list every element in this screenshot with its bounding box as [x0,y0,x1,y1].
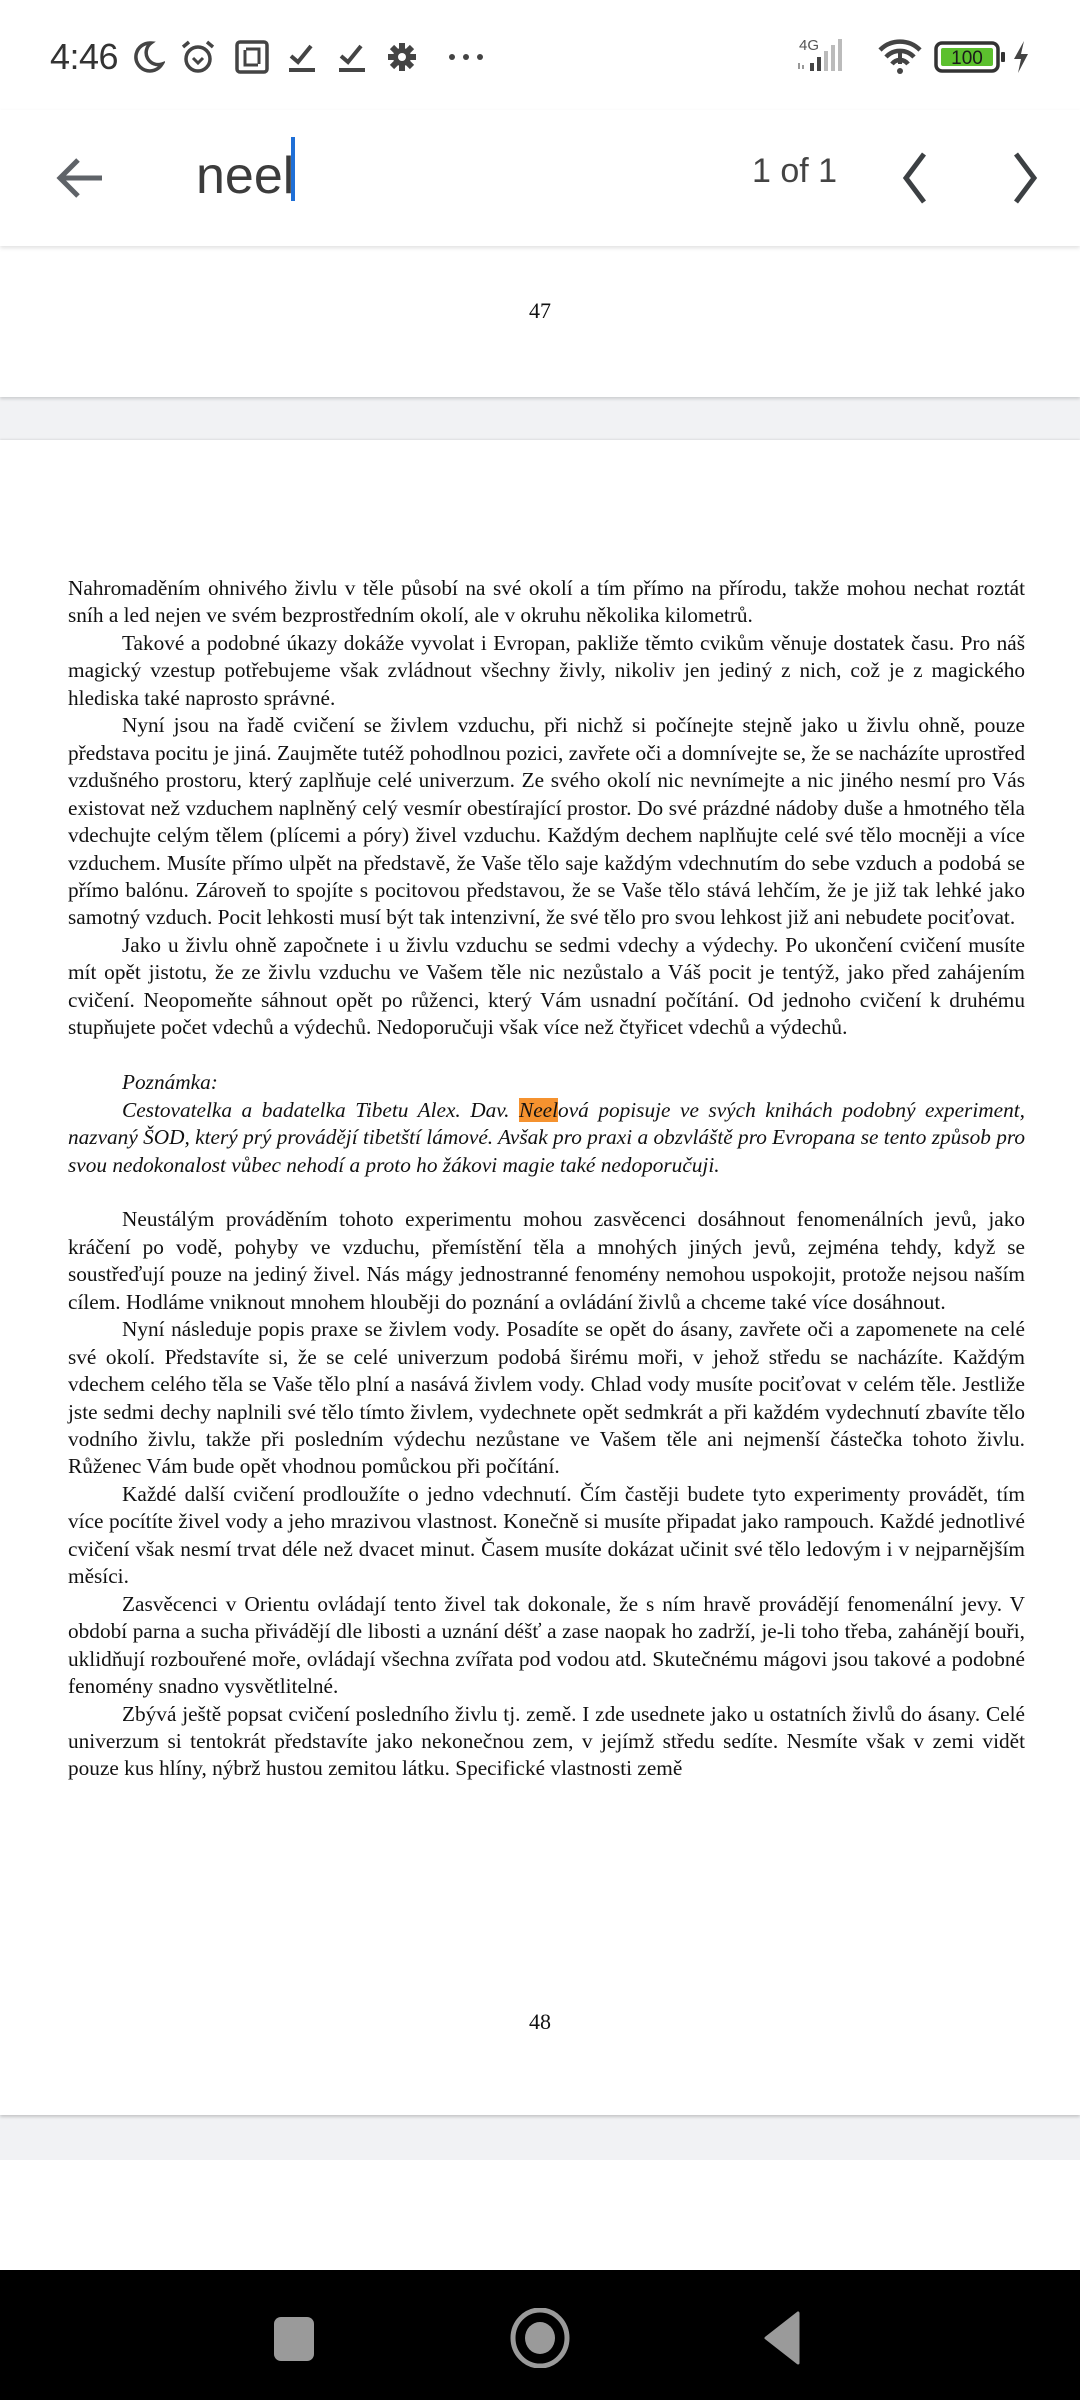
note-text-after: ová popisuje ve svých knihách podobný experiment, nazvaný ŠOD, který prý provádějí tibetští lámové. Avšak pro praxi a obzvláště pro Evropana se tento způsob pro svou nedokonalost vůbec nehodí a proto ho žákovi magie také nedoporučuji. [68,1097,1025,1177]
download-done-icon [336,40,368,74]
paragraph: Neustálým prováděním tohoto experimentu mohou zasvěcenci dosáhnout fenomenálních jevů, jako kráčení po vodě, pohyby ve vzduchu, přemístění těla a mnohých jiných jevů, zejména tehdy, když se soustřeďují pouze na jediný živel. Nás mágy jednostranné fenomény nemohou uspokojit, protože nejsou naším cílem. Hodláme vniknout mnohem hlouběji do poznání a ovládání živlů a chceme také více dosáhnout. [68,1207,1025,1314]
paragraph: Nahromaděním ohnivého živlu v těle působí na své okolí a tím přímo na přírodu, takže mohou nechat roztát sníh a led nejen ve svém bezprostředním okolí, ale v okruhu několika kilometrů. [68,576,1025,628]
page-49 [0,2160,1080,2270]
download-done-icon [286,40,318,74]
charging-icon [1010,40,1032,74]
back-button[interactable] [52,148,112,208]
note-paragraph [68,1097,1025,1179]
network-type: 4G [799,37,820,54]
text-cursor [291,137,295,201]
chevron-left-icon [886,146,946,210]
paragraph: Zbývá ještě popsat cvičení posledního živlu tj. země. I zde usednete jako u ostatních živlů do ásany. Celé univerzum si tentokrát představíte jako nekonečnou zem, v jejímž středu sedíte. Nesmíte však v zemi vidět pouze kus hlíny, nýbrž hustou zemitou látku. Specifické vlastnosti země [68,1701,1025,1781]
more-dots-icon [446,40,486,74]
search-input[interactable] [196,132,696,220]
triangle-back-icon [752,2308,812,2368]
nfc-icon [234,40,270,74]
status-time: 4:46 [50,36,119,77]
paragraph: Zasvěcenci v Orientu ovládají tento živel tak dokonale, že s ním hravě provádějí fenomenální jevy. V období parna a sucha přivádějí dle libosti a uznání déšť a zase naopak ho zadrží, je-li toho třeba, zahánějí bouři, uklidňují rozbouřené moře, ovládají všechna zvířata pod vodou atd. Skutečnému mágovi jsou takové a podobné fenomény snadno vysvětlitelné. [68,1591,1025,1699]
find-in-document-bar [0,110,1080,246]
page-number: 47 [529,298,551,323]
arrow-left-icon [52,148,112,208]
alarm-icon [178,40,218,74]
gear-icon [386,40,418,74]
match-count: 1 of 1 [752,152,838,190]
circle-icon [510,2308,570,2368]
moon-icon [130,40,166,74]
page-body [68,575,1025,1783]
paragraph: Nyní jsou na řadě cvičení se živlem vzduchu, při nichž si počínejte stejně jako u živlu ohně, pouze představa pocitu je jiná. Zaujměte tutéž pohodlnou pozici, zavřete oči a domnívejte se, že se nacházíte uprostřed vzdušného prostoru, který zaplňuje celé univerzum. Ze svého okolí nic nevnímejte a nic jiného nesmí pro Vás existovat než vzduchem naplněný celý vesmír obestírající prostor. Do své prázdné nádoby duše a hmotného těla vdechujte celým tělem (plícemi a póry) živel vzduchu. Každým dechem naplňujte celé své tělo mocněji a více vzduchem. Musíte přímo ulpět na představě, že Vaše tělo saje každým vdechnutím do sebe vzduch a podobá se přímo balónu. Zároveň to spojíte s pocitovou představou, že se Vaše tělo stává lehčím, že je již tak lehké jako samotný vzduch. Pocit lehkosti musí být tak intenzivní, že své tělo pro svou lehkost již ani nebudete pociťovat. [68,713,1025,930]
previous-match-button[interactable] [886,146,946,210]
note-label: Poznámka: [122,1070,218,1095]
chevron-right-icon [996,146,1056,210]
next-match-button[interactable] [996,146,1056,210]
battery-level: 100 [951,48,983,69]
paragraph: Takové a podobné úkazy dokáže vyvolat i Evropan, pakliže těmto cvikům věnuje dostatek času. Pro náš magický vzestup potřebujeme však zvládnout všechny živly, nikoliv jen jediný z nich, což je z magického hlediska také naprosto správné. [68,630,1025,710]
page-number: 48 [529,2009,551,2034]
back-nav-button[interactable] [752,2308,812,2368]
home-button[interactable] [510,2308,570,2368]
search-match-highlight: Neel [519,1097,559,1122]
paragraph: Nyní následuje popis praxe se živlem vody. Posadíte se opět do ásany, zavřete oči a zapomenete na celé své okolí. Představíte si, že se celé univerzum podobá širému moři, v jehož středu se nacházíte. Každým vdechem celého těla se Vaše tělo plní a nasává živlem vody. Chlad vody musíte pociťovat v celém těle. Jestliže jste sedmi dechy naplnili své tělo tímto živlem, vydechnete opět sedmkrát a při každém vydechnutí zbavíte tělo vodního živlu, takže při posledním výdechu nezůstane ve Vašem těle ani nejmenší částečka tohoto živlu. Růženec Vám bude opět vhodnou pomůckou při počítání. [68,1317,1025,1479]
wifi-icon [876,40,924,74]
note-text-before: Cestovatelka a badatelka Tibetu Alex. Dav. [122,1097,520,1122]
paragraph: Jako u živlu ohně započnete i u živlu vzduchu se sedmi vdechy a výdechy. Po ukončení cvičení musíte mít opět jistotu, že ze živlu vzduchu ve Vašem těle nic nezůstalo a Váš pocit je tentýž, jako před zahájením cvičení. Neopomeňte sáhnout opět po růženci, který Vám usnadní počítání. Od jednoho cvičení k druhému stupňujete počet vdechů a výdechů. Nedoporučuji však více než čtyřicet vdechů a výdechů. [68,932,1025,1040]
system-navigation-bar [0,2270,1080,2400]
recents-button[interactable] [264,2308,324,2368]
status-bar [0,0,1080,110]
paragraph: Každé další cvičení prodloužíte o jedno vdechnutí. Čím častěji budete tyto experimenty provádět, tím více pocítíte živel vody a jeho mrazivou vlastnost. Konečně si musíte připadat jako rampouch. Každé jednotlivé cvičení však nesmí trvat déle než dvacet minut. Časem musíte dokázat učinit své tělo ledovým i v nejparnějším měsíci. [68,1481,1025,1589]
signal-icon [796,38,862,72]
document-viewer[interactable] [0,246,1080,2270]
square-icon [264,2308,324,2368]
battery-icon [934,40,1008,74]
page-48 [0,440,1080,2115]
page-47 [0,246,1080,397]
